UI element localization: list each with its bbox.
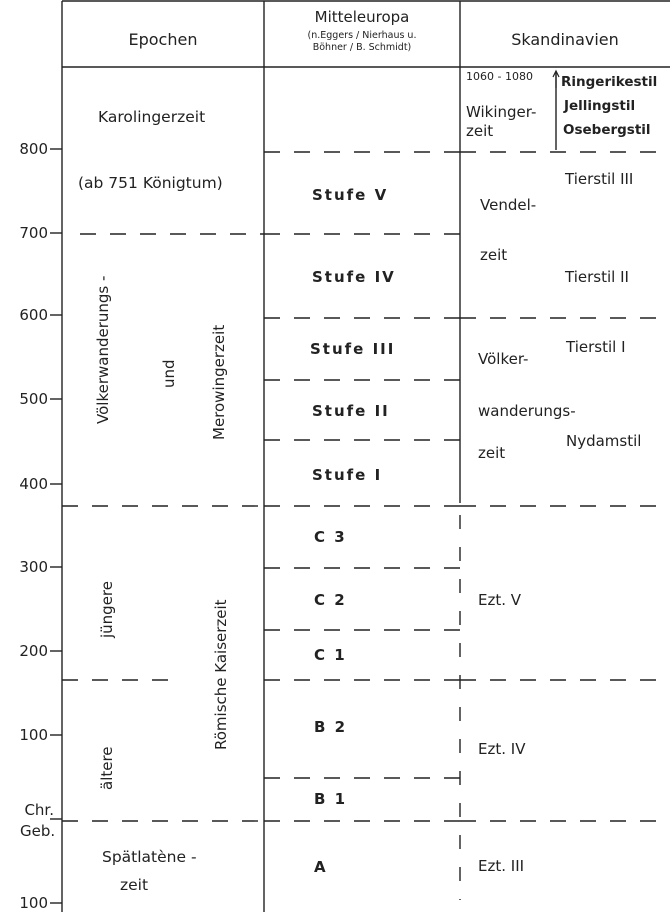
axis-label-600: 600 <box>19 306 48 324</box>
axis-label-200: 200 <box>19 642 48 660</box>
style-tierstil-3: Tierstil III <box>565 170 634 188</box>
vendelzeit-line1: Vendel- <box>480 196 537 214</box>
epoch-juengere: jüngere <box>98 581 116 638</box>
phase-c3: C 3 <box>314 528 347 546</box>
style-oseberg: Osebergstil <box>563 122 651 138</box>
epoch-und: und <box>160 359 178 388</box>
axis-label-500: 500 <box>19 390 48 408</box>
phase-a: A <box>314 858 328 876</box>
style-tierstil-2: Tierstil II <box>565 268 629 286</box>
stufe-3: Stufe III <box>310 340 396 358</box>
epoch-roemische-kaiserzeit: Römische Kaiserzeit <box>212 599 230 750</box>
stufe-1: Stufe I <box>312 466 383 484</box>
eisenzeit-3: Ezt. III <box>478 857 525 875</box>
style-ringerike: Ringerikestil <box>561 74 658 90</box>
phase-b1: B 1 <box>314 790 348 808</box>
wikingerzeit-line2: zeit <box>466 122 494 140</box>
wikinger-range: 1060 - 1080 <box>466 70 533 83</box>
eisenzeit-5: Ezt. V <box>478 591 522 609</box>
epoch-aeltere: ältere <box>98 746 116 790</box>
axis-label-100-bc: 100 <box>19 894 48 912</box>
phase-c2: C 2 <box>314 591 347 609</box>
phase-c1: C 1 <box>314 646 347 664</box>
epoch-karolingerzeit: Karolingerzeit <box>98 108 206 126</box>
vendelzeit-line2: zeit <box>480 246 508 264</box>
stufe-2: Stufe II <box>312 402 390 420</box>
voelkerwanderungszeit-line3: zeit <box>478 444 506 462</box>
header-epochen: Epochen <box>128 30 198 49</box>
header-mitteleuropa-source-1: (n.Eggers / Nierhaus u. <box>307 30 417 41</box>
epoch-spaetlatene-zeit: zeit <box>120 876 149 894</box>
axis-label-300: 300 <box>19 558 48 576</box>
phase-b2: B 2 <box>314 718 348 736</box>
period-boundaries <box>62 152 670 821</box>
header-mitteleuropa-source-2: Böhner / B. Schmidt) <box>312 42 412 53</box>
stufe-5: Stufe V <box>312 186 389 204</box>
style-nydam: Nydamstil <box>566 432 642 450</box>
wikingerzeit-line1: Wikinger- <box>466 103 537 121</box>
style-tierstil-1: Tierstil I <box>566 338 626 356</box>
epoch-merowingerzeit: Merowingerzeit <box>210 324 228 440</box>
stufe-4: Stufe IV <box>312 268 396 286</box>
epoch-spaetlatene: Spätlatène - <box>102 848 197 866</box>
axis-label-700: 700 <box>19 224 48 242</box>
epoch-voelkerwanderungs: Völkerwanderungs - <box>94 275 112 424</box>
axis-label-100: 100 <box>19 726 48 744</box>
axis-label-chr: Chr. <box>24 801 54 819</box>
axis-label-geb: Geb. <box>20 822 56 840</box>
epoch-koenigtum: (ab 751 Königtum) <box>78 174 223 192</box>
header-mitteleuropa <box>264 8 460 54</box>
ringerike-arrow <box>553 71 559 88</box>
axis-label-400: 400 <box>19 475 48 493</box>
axis-label-800: 800 <box>19 140 48 158</box>
voelkerwanderungszeit-line2: wanderungs- <box>478 402 576 420</box>
axis-ticks <box>50 149 62 903</box>
header-mitteleuropa-title: Mitteleuropa <box>314 8 410 26</box>
eisenzeit-4: Ezt. IV <box>478 740 526 758</box>
style-jelling: Jellingstil <box>564 98 636 114</box>
header-skandinavien: Skandinavien <box>511 30 619 49</box>
voelkerwanderungszeit-line1: Völker- <box>478 350 529 368</box>
